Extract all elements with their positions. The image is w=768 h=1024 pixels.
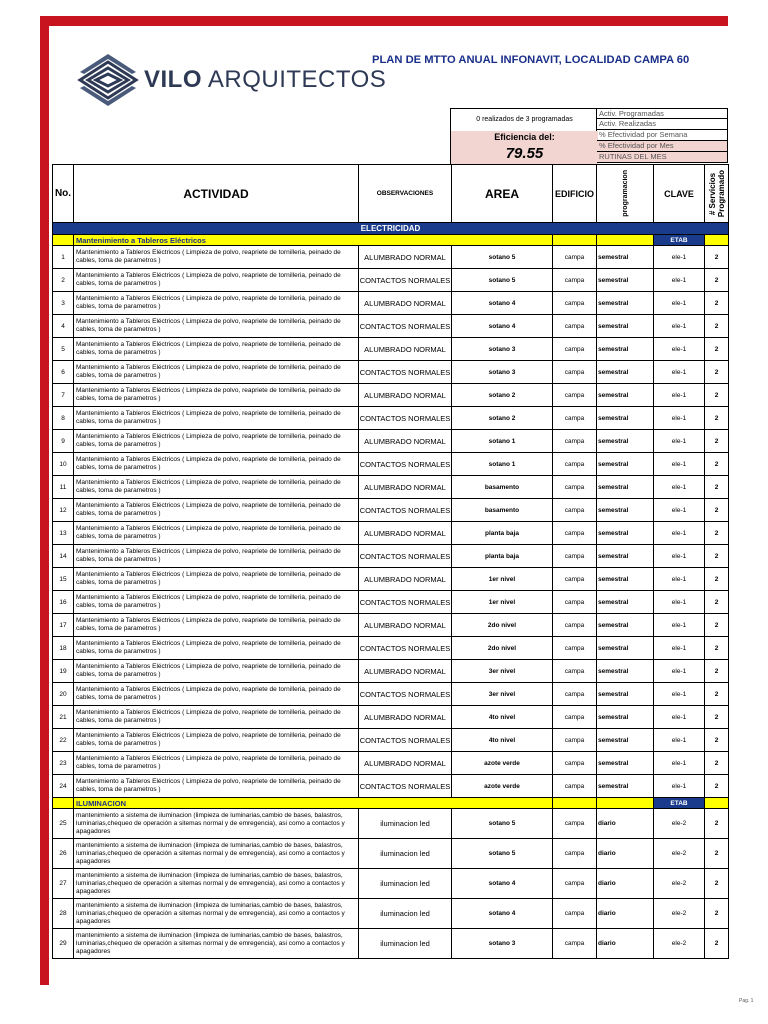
table-row (53, 522, 729, 545)
cell-area: sotano 2 (452, 384, 553, 407)
stat-activ-programadas: Activ. Programadas (597, 108, 728, 119)
cell-clave: ele-1 (654, 729, 705, 752)
cell-observaciones: CONTACTOS NORMALES (359, 545, 452, 568)
cell-observaciones: CONTACTOS NORMALES (359, 591, 452, 614)
table-row (53, 683, 729, 706)
col-header-no: No. (53, 165, 74, 223)
cell-clave: ele-2 (654, 839, 705, 869)
cell-area: sotano 4 (452, 292, 553, 315)
cell-clave: ele-1 (654, 614, 705, 637)
cell-area: sotano 4 (452, 869, 553, 899)
cell-area: 3er nivel (452, 683, 553, 706)
cell-edificio: campa (553, 246, 597, 269)
cell-edificio: campa (553, 338, 597, 361)
cell-programacion: semestral (597, 591, 654, 614)
cell-edificio: campa (553, 384, 597, 407)
section-row (53, 223, 729, 235)
left-accent-bar (40, 16, 49, 985)
cell-observaciones: CONTACTOS NORMALES (359, 683, 452, 706)
cell-observaciones: ALUMBRADO NORMAL (359, 706, 452, 729)
cell-observaciones: iluminacion led (359, 809, 452, 839)
cell-actividad: Mantenimiento a Tableros Eléctricos ( Limpieza de polvo, reapriete de tornilleria, peinado de cables, toma de parametros ) (74, 660, 359, 683)
table-row (53, 729, 729, 752)
table-row (53, 338, 729, 361)
cell-edificio: campa (553, 453, 597, 476)
cell-clave: ele-2 (654, 869, 705, 899)
cell-no: 12 (53, 499, 74, 522)
cell-area: 4to nivel (452, 729, 553, 752)
cell-actividad: Mantenimiento a Tableros Eléctricos ( Limpieza de polvo, reapriete de tornilleria, peinado de cables, toma de parametros ) (74, 453, 359, 476)
cell-area: azote verde (452, 775, 553, 798)
cell-programacion: diario (597, 929, 654, 959)
cell-programacion: semestral (597, 522, 654, 545)
cell-actividad: Mantenimiento a Tableros Eléctricos ( Limpieza de polvo, reapriete de tornilleria, peinado de cables, toma de parametros ) (74, 292, 359, 315)
logo-emblem-icon (76, 48, 140, 112)
cell-servicios: 2 (705, 899, 729, 929)
cell-programacion: semestral (597, 407, 654, 430)
cell-no: 24 (53, 775, 74, 798)
cell-programacion: semestral (597, 246, 654, 269)
cell-servicios: 2 (705, 430, 729, 453)
cell-no: 27 (53, 869, 74, 899)
cell-clave: ele-1 (654, 269, 705, 292)
stat-activ-realizadas: Activ. Realizadas (597, 119, 728, 130)
cell-clave: ele-1 (654, 246, 705, 269)
cell-programacion: semestral (597, 292, 654, 315)
cell-area: sotano 4 (452, 315, 553, 338)
table-row (53, 839, 729, 869)
cell-edificio: campa (553, 637, 597, 660)
efficiency-label: Eficiencia del: (451, 131, 598, 143)
cell-area: basamento (452, 499, 553, 522)
section-label: ELECTRICIDAD (53, 223, 729, 235)
cell-edificio: campa (553, 929, 597, 959)
cell-edificio: campa (553, 683, 597, 706)
group-header-row (53, 235, 729, 246)
table-row (53, 315, 729, 338)
cell-clave: ele-1 (654, 430, 705, 453)
table-row (53, 899, 729, 929)
cell-clave: ele-1 (654, 407, 705, 430)
cell-servicios: 2 (705, 706, 729, 729)
table-row (53, 614, 729, 637)
cell-edificio: campa (553, 591, 597, 614)
col-header-programacion: programacion (597, 165, 654, 223)
cell-actividad: Mantenimiento a Tableros Eléctricos ( Limpieza de polvo, reapriete de tornilleria, peinado de cables, toma de parametros ) (74, 269, 359, 292)
cell-servicios: 2 (705, 522, 729, 545)
cell-servicios: 2 (705, 637, 729, 660)
cell-actividad: mantenimiento a sistema de iluminacion (limpieza de luminarias,cambio de bases, balastros, luminarias,chequeo de operación a sitemas normal y de emregencia), asi como a contactos y apagadores (74, 839, 359, 869)
cell-edificio: campa (553, 660, 597, 683)
table-row (53, 545, 729, 568)
cell-observaciones: ALUMBRADO NORMAL (359, 476, 452, 499)
cell-servicios: 2 (705, 453, 729, 476)
cell-no: 1 (53, 246, 74, 269)
cell-no: 10 (53, 453, 74, 476)
col-header-area: AREA (452, 165, 553, 223)
cell-observaciones: CONTACTOS NORMALES (359, 315, 452, 338)
cell-programacion: semestral (597, 384, 654, 407)
group-etab: ETAB (654, 798, 705, 809)
cell-programacion: semestral (597, 752, 654, 775)
cell-actividad: Mantenimiento a Tableros Eléctricos ( Limpieza de polvo, reapriete de tornilleria, peinado de cables, toma de parametros ) (74, 729, 359, 752)
cell-no: 18 (53, 637, 74, 660)
table-row (53, 869, 729, 899)
cell-observaciones: ALUMBRADO NORMAL (359, 752, 452, 775)
table-row (53, 269, 729, 292)
cell-actividad: Mantenimiento a Tableros Eléctricos ( Limpieza de polvo, reapriete de tornilleria, peinado de cables, toma de parametros ) (74, 775, 359, 798)
group-label: ILUMINACION (74, 798, 553, 809)
cell-clave: ele-1 (654, 660, 705, 683)
cell-programacion: semestral (597, 660, 654, 683)
cell-no: 6 (53, 361, 74, 384)
cell-clave: ele-1 (654, 292, 705, 315)
cell-actividad: Mantenimiento a Tableros Eléctricos ( Limpieza de polvo, reapriete de tornilleria, peinado de cables, toma de parametros ) (74, 522, 359, 545)
cell-no: 15 (53, 568, 74, 591)
table-row (53, 752, 729, 775)
col-header-servicios: # Servicios Programado (705, 165, 729, 223)
cell-area: planta baja (452, 545, 553, 568)
cell-area: 1er nivel (452, 591, 553, 614)
cell-programacion: semestral (597, 614, 654, 637)
cell-actividad: Mantenimiento a Tableros Eléctricos ( Limpieza de polvo, reapriete de tornilleria, peinado de cables, toma de parametros ) (74, 614, 359, 637)
cell-observaciones: ALUMBRADO NORMAL (359, 568, 452, 591)
cell-no: 8 (53, 407, 74, 430)
cell-programacion: semestral (597, 568, 654, 591)
cell-observaciones: iluminacion led (359, 929, 452, 959)
table-row (53, 430, 729, 453)
cell-servicios: 2 (705, 839, 729, 869)
cell-no: 28 (53, 899, 74, 929)
cell-programacion: diario (597, 839, 654, 869)
cell-edificio: campa (553, 775, 597, 798)
cell-no: 20 (53, 683, 74, 706)
table-row (53, 568, 729, 591)
cell-servicios: 2 (705, 315, 729, 338)
cell-servicios: 2 (705, 752, 729, 775)
table-row (53, 246, 729, 269)
cell-servicios: 2 (705, 407, 729, 430)
cell-edificio: campa (553, 899, 597, 929)
cell-no: 3 (53, 292, 74, 315)
cell-no: 25 (53, 809, 74, 839)
cell-observaciones: ALUMBRADO NORMAL (359, 292, 452, 315)
cell-programacion: semestral (597, 706, 654, 729)
cell-no: 5 (53, 338, 74, 361)
cell-clave: ele-1 (654, 706, 705, 729)
cell-area: sotano 3 (452, 361, 553, 384)
cell-area: 3er nivel (452, 660, 553, 683)
cell-actividad: Mantenimiento a Tableros Eléctricos ( Limpieza de polvo, reapriete de tornilleria, peinado de cables, toma de parametros ) (74, 476, 359, 499)
cell-area: sotano 5 (452, 809, 553, 839)
cell-edificio: campa (553, 545, 597, 568)
cell-no: 4 (53, 315, 74, 338)
cell-no: 16 (53, 591, 74, 614)
table-row (53, 384, 729, 407)
table-row (53, 809, 729, 839)
cell-actividad: Mantenimiento a Tableros Eléctricos ( Limpieza de polvo, reapriete de tornilleria, peinado de cables, toma de parametros ) (74, 430, 359, 453)
cell-edificio: campa (553, 361, 597, 384)
stat-efectividad-mes: % Efectividad por Mes (597, 141, 728, 152)
cell-area: sotano 5 (452, 269, 553, 292)
cell-area: azote verde (452, 752, 553, 775)
cell-actividad: Mantenimiento a Tableros Eléctricos ( Limpieza de polvo, reapriete de tornilleria, peinado de cables, toma de parametros ) (74, 384, 359, 407)
cell-edificio: campa (553, 809, 597, 839)
cell-observaciones: iluminacion led (359, 839, 452, 869)
company-logo (76, 48, 387, 112)
cell-edificio: campa (553, 292, 597, 315)
cell-clave: ele-1 (654, 775, 705, 798)
cell-area: 2do nivel (452, 637, 553, 660)
cell-area: 1er nivel (452, 568, 553, 591)
table-row (53, 453, 729, 476)
cell-observaciones: CONTACTOS NORMALES (359, 637, 452, 660)
cell-clave: ele-1 (654, 522, 705, 545)
efficiency-box (450, 108, 597, 164)
cell-servicios: 2 (705, 568, 729, 591)
cell-observaciones: CONTACTOS NORMALES (359, 269, 452, 292)
cell-clave: ele-1 (654, 476, 705, 499)
cell-clave: ele-1 (654, 453, 705, 476)
cell-servicios: 2 (705, 246, 729, 269)
cell-no: 22 (53, 729, 74, 752)
cell-observaciones: iluminacion led (359, 899, 452, 929)
cell-observaciones: ALUMBRADO NORMAL (359, 430, 452, 453)
col-header-actividad: ACTIVIDAD (74, 165, 359, 223)
cell-observaciones: CONTACTOS NORMALES (359, 361, 452, 384)
col-header-clave: CLAVE (654, 165, 705, 223)
cell-programacion: semestral (597, 361, 654, 384)
cell-programacion: semestral (597, 499, 654, 522)
table-row (53, 499, 729, 522)
page-number: Pag. 1 (739, 998, 754, 1004)
cell-observaciones: CONTACTOS NORMALES (359, 453, 452, 476)
cell-servicios: 2 (705, 775, 729, 798)
cell-programacion: semestral (597, 637, 654, 660)
cell-actividad: Mantenimiento a Tableros Eléctricos ( Limpieza de polvo, reapriete de tornilleria, peinado de cables, toma de parametros ) (74, 246, 359, 269)
cell-clave: ele-1 (654, 361, 705, 384)
cell-no: 7 (53, 384, 74, 407)
cell-area: sotano 1 (452, 453, 553, 476)
cell-servicios: 2 (705, 361, 729, 384)
stats-panel (450, 108, 728, 164)
cell-servicios: 2 (705, 269, 729, 292)
cell-actividad: Mantenimiento a Tableros Eléctricos ( Limpieza de polvo, reapriete de tornilleria, peinado de cables, toma de parametros ) (74, 706, 359, 729)
table-row (53, 660, 729, 683)
cell-clave: ele-2 (654, 929, 705, 959)
cell-area: sotano 4 (452, 899, 553, 929)
cell-clave: ele-1 (654, 384, 705, 407)
group-header-row (53, 798, 729, 809)
cell-servicios: 2 (705, 660, 729, 683)
cell-edificio: campa (553, 522, 597, 545)
cell-observaciones: ALUMBRADO NORMAL (359, 384, 452, 407)
document-title: PLAN DE MTTO ANUAL INFONAVIT, LOCALIDAD CAMPA 60 (372, 54, 690, 66)
cell-no: 23 (53, 752, 74, 775)
cell-servicios: 2 (705, 929, 729, 959)
cell-actividad: Mantenimiento a Tableros Eléctricos ( Limpieza de polvo, reapriete de tornilleria, peinado de cables, toma de parametros ) (74, 591, 359, 614)
cell-programacion: diario (597, 809, 654, 839)
cell-actividad: Mantenimiento a Tableros Eléctricos ( Limpieza de polvo, reapriete de tornilleria, peinado de cables, toma de parametros ) (74, 361, 359, 384)
table-row (53, 775, 729, 798)
cell-servicios: 2 (705, 591, 729, 614)
cell-no: 14 (53, 545, 74, 568)
cell-servicios: 2 (705, 614, 729, 637)
table-row (53, 292, 729, 315)
cell-edificio: campa (553, 568, 597, 591)
cell-programacion: semestral (597, 338, 654, 361)
logo-wordmark: VILO ARQUITECTOS (144, 66, 387, 93)
cell-no: 13 (53, 522, 74, 545)
table-row (53, 407, 729, 430)
cell-actividad: Mantenimiento a Tableros Eléctricos ( Limpieza de polvo, reapriete de tornilleria, peinado de cables, toma de parametros ) (74, 499, 359, 522)
cell-no: 2 (53, 269, 74, 292)
cell-servicios: 2 (705, 869, 729, 899)
cell-no: 19 (53, 660, 74, 683)
cell-area: planta baja (452, 522, 553, 545)
table-row (53, 929, 729, 959)
stats-list (597, 108, 728, 163)
cell-no: 17 (53, 614, 74, 637)
cell-edificio: campa (553, 706, 597, 729)
cell-programacion: semestral (597, 315, 654, 338)
cell-edificio: campa (553, 752, 597, 775)
cell-observaciones: ALUMBRADO NORMAL (359, 338, 452, 361)
cell-programacion: semestral (597, 545, 654, 568)
cell-actividad: mantenimiento a sistema de iluminacion (limpieza de luminarias,cambio de bases, balastros, luminarias,chequeo de operación a sitemas normal y de emregencia), asi como a contactos y apagadores (74, 899, 359, 929)
cell-observaciones: ALUMBRADO NORMAL (359, 522, 452, 545)
stat-efectividad-semana: % Efectividad por Semana (597, 130, 728, 141)
cell-no: 11 (53, 476, 74, 499)
cell-no: 9 (53, 430, 74, 453)
stat-rutinas-mes: RUTINAS DEL MES (597, 152, 728, 163)
table-row (53, 706, 729, 729)
cell-programacion: semestral (597, 729, 654, 752)
cell-servicios: 2 (705, 384, 729, 407)
cell-edificio: campa (553, 407, 597, 430)
cell-programacion: diario (597, 899, 654, 929)
efficiency-value: 79.55 (451, 143, 598, 164)
cell-programacion: semestral (597, 775, 654, 798)
cell-edificio: campa (553, 869, 597, 899)
cell-programacion: semestral (597, 476, 654, 499)
cell-area: sotano 5 (452, 839, 553, 869)
cell-area: sotano 3 (452, 929, 553, 959)
cell-actividad: Mantenimiento a Tableros Eléctricos ( Limpieza de polvo, reapriete de tornilleria, peinado de cables, toma de parametros ) (74, 637, 359, 660)
cell-actividad: mantenimiento a sistema de iluminacion (limpieza de luminarias,cambio de bases, balastros, luminarias,chequeo de operación a sitemas normal y de emregencia), asi como a contactos y apagadores (74, 869, 359, 899)
cell-no: 21 (53, 706, 74, 729)
cell-clave: ele-1 (654, 315, 705, 338)
table-row (53, 361, 729, 384)
cell-edificio: campa (553, 614, 597, 637)
cell-clave: ele-1 (654, 499, 705, 522)
table-row (53, 637, 729, 660)
cell-edificio: campa (553, 729, 597, 752)
cell-clave: ele-1 (654, 591, 705, 614)
cell-edificio: campa (553, 839, 597, 869)
realizados-text: 0 realizados de 3 programadas (476, 116, 573, 123)
cell-edificio: campa (553, 499, 597, 522)
cell-area: 4to nivel (452, 706, 553, 729)
cell-programacion: semestral (597, 683, 654, 706)
cell-servicios: 2 (705, 729, 729, 752)
cell-clave: ele-1 (654, 568, 705, 591)
cell-clave: ele-1 (654, 545, 705, 568)
cell-clave: ele-1 (654, 338, 705, 361)
cell-clave: ele-1 (654, 683, 705, 706)
cell-area: sotano 2 (452, 407, 553, 430)
cell-actividad: Mantenimiento a Tableros Eléctricos ( Limpieza de polvo, reapriete de tornilleria, peinado de cables, toma de parametros ) (74, 683, 359, 706)
cell-programacion: diario (597, 869, 654, 899)
cell-area: sotano 1 (452, 430, 553, 453)
cell-actividad: mantenimiento a sistema de iluminacion (limpieza de luminarias,cambio de bases, balastros, luminarias,chequeo de operación a sitemas normal y de emregencia), asi como a contactos y apagadores (74, 929, 359, 959)
cell-servicios: 2 (705, 292, 729, 315)
col-header-edificio: EDIFICIO (553, 165, 597, 223)
cell-actividad: Mantenimiento a Tableros Eléctricos ( Limpieza de polvo, reapriete de tornilleria, peinado de cables, toma de parametros ) (74, 407, 359, 430)
cell-servicios: 2 (705, 476, 729, 499)
cell-observaciones: CONTACTOS NORMALES (359, 499, 452, 522)
cell-edificio: campa (553, 476, 597, 499)
cell-no: 29 (53, 929, 74, 959)
cell-servicios: 2 (705, 499, 729, 522)
cell-actividad: Mantenimiento a Tableros Eléctricos ( Limpieza de polvo, reapriete de tornilleria, peinado de cables, toma de parametros ) (74, 315, 359, 338)
cell-servicios: 2 (705, 545, 729, 568)
cell-servicios: 2 (705, 338, 729, 361)
cell-no: 26 (53, 839, 74, 869)
cell-clave: ele-2 (654, 899, 705, 929)
group-etab: ETAB (654, 235, 705, 246)
maintenance-table (52, 164, 729, 959)
table-header-row (53, 165, 729, 223)
cell-edificio: campa (553, 269, 597, 292)
cell-observaciones: ALUMBRADO NORMAL (359, 614, 452, 637)
cell-clave: ele-1 (654, 637, 705, 660)
cell-edificio: campa (553, 315, 597, 338)
cell-programacion: semestral (597, 269, 654, 292)
cell-observaciones: ALUMBRADO NORMAL (359, 660, 452, 683)
cell-actividad: Mantenimiento a Tableros Eléctricos ( Limpieza de polvo, reapriete de tornilleria, peinado de cables, toma de parametros ) (74, 568, 359, 591)
cell-clave: ele-2 (654, 809, 705, 839)
cell-servicios: 2 (705, 809, 729, 839)
cell-observaciones: iluminacion led (359, 869, 452, 899)
cell-observaciones: CONTACTOS NORMALES (359, 729, 452, 752)
table-row (53, 476, 729, 499)
cell-area: 2do nivel (452, 614, 553, 637)
cell-actividad: Mantenimiento a Tableros Eléctricos ( Limpieza de polvo, reapriete de tornilleria, peinado de cables, toma de parametros ) (74, 338, 359, 361)
cell-clave: ele-1 (654, 752, 705, 775)
cell-area: basamento (452, 476, 553, 499)
cell-actividad: Mantenimiento a Tableros Eléctricos ( Limpieza de polvo, reapriete de tornilleria, peinado de cables, toma de parametros ) (74, 545, 359, 568)
cell-programacion: semestral (597, 430, 654, 453)
cell-area: sotano 3 (452, 338, 553, 361)
cell-servicios: 2 (705, 683, 729, 706)
cell-actividad: Mantenimiento a Tableros Eléctricos ( Limpieza de polvo, reapriete de tornilleria, peinado de cables, toma de parametros ) (74, 752, 359, 775)
cell-edificio: campa (553, 430, 597, 453)
cell-observaciones: CONTACTOS NORMALES (359, 407, 452, 430)
table-body (53, 223, 729, 959)
cell-programacion: semestral (597, 453, 654, 476)
cell-observaciones: ALUMBRADO NORMAL (359, 246, 452, 269)
top-accent-bar (40, 16, 728, 26)
group-label: Mantenimiento a Tableros Eléctricos (74, 235, 553, 246)
col-header-observaciones: OBSERVACIONES (359, 165, 452, 223)
cell-area: sotano 5 (452, 246, 553, 269)
cell-observaciones: CONTACTOS NORMALES (359, 775, 452, 798)
cell-actividad: mantenimiento a sistema de iluminacion (limpieza de luminarias,cambio de bases, balastros, luminarias,chequeo de operación a sitemas normal y de emregencia), asi como a contactos y apagadores (74, 809, 359, 839)
table-row (53, 591, 729, 614)
